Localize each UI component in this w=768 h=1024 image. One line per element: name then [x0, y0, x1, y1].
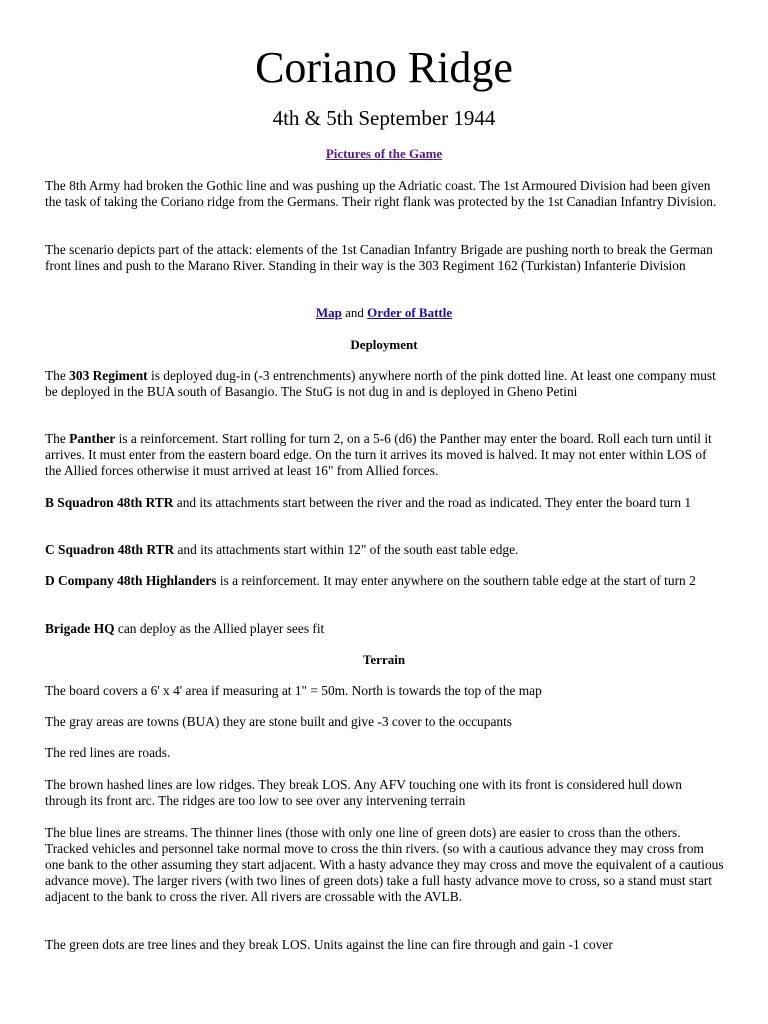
pictures-link[interactable]: Pictures of the Game	[325, 146, 443, 161]
intro-paragraph-1: The 8th Army had broken the Gothic line and was pushing up the Adriatic coast. The 1st Armoured Division had been given the task of taking the Coriano ridge from the Germans. Their right flank was protected by the 1st Canadian Infantry Division.	[45, 178, 717, 209]
terrain-item: The brown hashed lines are low ridges. They break LOS. Any AFV touching one with its front is considered hull down through its front arc. The ridges are too low to see over any intervening terrain	[45, 777, 682, 808]
deployment-item	[45, 368, 725, 400]
terrain-item: The red lines are roads.	[45, 745, 171, 760]
deployment-item	[45, 431, 725, 479]
page-subtitle: 4th & 5th September 1944	[272, 106, 496, 130]
terrain-heading: Terrain	[362, 652, 406, 667]
unit-name: 303 Regiment	[69, 368, 148, 383]
terrain-item: The gray areas are towns (BUA) they are stone built and give -3 cover to the occupants	[45, 714, 513, 729]
terrain-item: The green dots are tree lines and they break LOS. Units against the line can fire through and gain -1 cover	[45, 937, 613, 952]
terrain-item: The blue lines are streams. The thinner lines (those with only one line of green dots) are easier to cross than the others. Tracked vehicles and personnel take normal move to cross the thin rivers. (so with a cautious advance they may cross from one bank to the other assuming they start adjacent. With a hasty advance they may cross and move the equivalent of a cautious advance move). The larger rivers (with two lines of green dots) take a full hasty advance move to cross, so a stand must start adjacent to the bank to cross the river. All rivers are crossable with the AVLB.	[45, 825, 724, 904]
unit-name: D Company 48th Highlanders	[45, 573, 217, 588]
deployment-item	[45, 573, 725, 589]
deployment-item-text: is a reinforcement. Start rolling for turn 2, on a 5-6 (d6) the Panther may enter the board. Roll each turn until it arrives. It must enter from the eastern board edge. On the turn it arrives its moved is halved. It may not enter within LOS of the Allied forces otherwise it must arrived at least 16" from Allied forces.	[45, 431, 712, 478]
unit-name: Brigade HQ	[45, 621, 115, 636]
page-title: Coriano Ridge	[255, 43, 513, 92]
terrain-item: The board covers a 6' x 4' area if measuring at 1" = 50m. North is towards the top of the map	[45, 683, 542, 698]
deployment-item-text: and its attachments start between the river and the road as indicated. They enter the board turn 1	[173, 495, 692, 510]
intro-paragraph-2: The scenario depicts part of the attack: elements of the 1st Canadian Infantry Brigade are pushing north to break the German front lines and push to the Marano River. Standing in their way is the 303 Regiment 162 (Turkistan) Infanterie Division	[45, 242, 713, 273]
deployment-item	[45, 542, 725, 558]
unit-name: B Squadron 48th RTR	[45, 495, 174, 510]
deployment-item-text: can deploy as the Allied player sees fit	[114, 621, 325, 636]
order-of-battle-link[interactable]: Order of Battle	[367, 305, 453, 320]
map-links-line	[0, 305, 768, 321]
deployment-item-prefix: The	[45, 368, 70, 383]
deployment-item-text: is a reinforcement. It may enter anywhere on the southern table edge at the start of turn 2	[216, 573, 696, 588]
deployment-item	[45, 495, 725, 511]
unit-name: Panther	[69, 431, 116, 446]
deployment-item-prefix: The	[45, 431, 70, 446]
deployment-item-text: and its attachments start within 12" of the south east table edge.	[174, 542, 519, 557]
deployment-item	[45, 621, 725, 637]
unit-name: C Squadron 48th RTR	[45, 542, 175, 557]
and-text: and	[345, 305, 364, 320]
deployment-heading: Deployment	[350, 337, 418, 352]
pictures-link-line	[0, 146, 768, 162]
map-link[interactable]: Map	[315, 305, 342, 320]
deployment-item-text: is deployed dug-in (-3 entrenchments) anywhere north of the pink dotted line. At least one company must be deployed in the BUA south of Basangio. The StuG is not dug in and is deployed in Gheno Petini	[45, 368, 716, 399]
